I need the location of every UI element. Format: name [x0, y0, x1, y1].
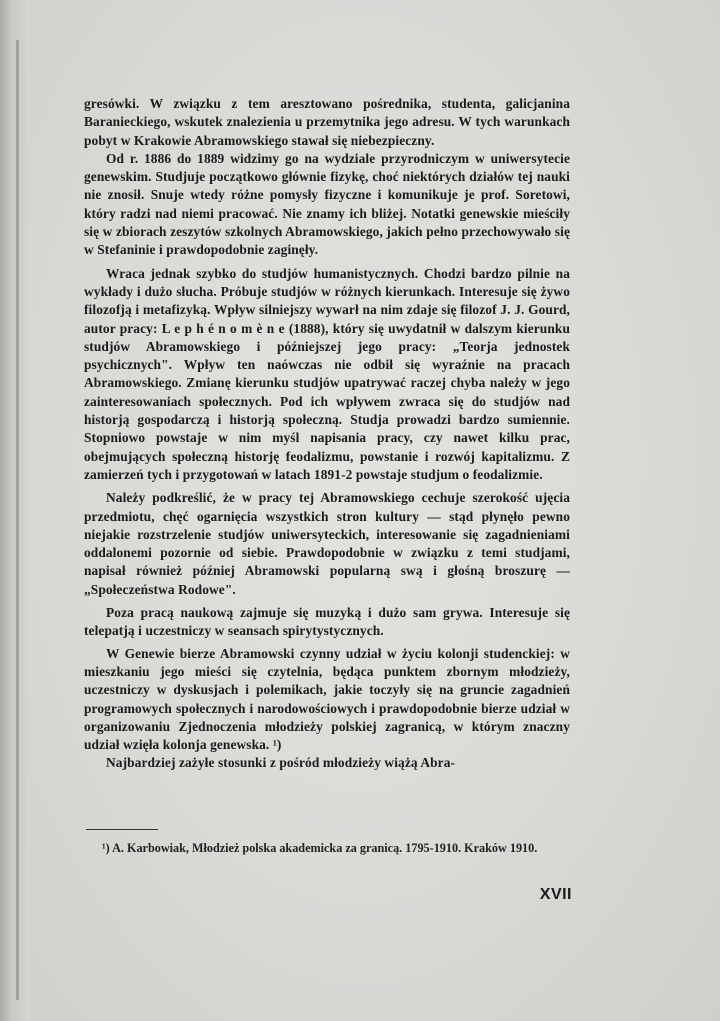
paragraph-geneva-studies: Od r. 1886 do 1889 widzimy go na wydziale przyrodniczym w uniwersytecie genewskim. Studjuje początkowo głównie fizykę, choć niektórych działów tej nauki nie znosił. Snuje wtedy różne pomysły fizyczne i komunikuje je prof. Soretowi, który radzi nad niemi pracować. Nie znamy ich bliżej. Notatki genewskie mieściły się w zbiorach zeszytów szkolnych Abramowskiego, jakich pełno przechowywało się w Stefaninie i prawdopodobnie zaginęły. — [84, 150, 570, 258]
paragraph-continuation: gresówki. W związku z tem aresztowano pośrednika, studenta, galicjanina Baranieckiego, wskutek znalezienia u przemytnika jego adresu. W tych warunkach pobyt w Krakowie Abramowskiego stawał się niebezpieczny. — [84, 96, 570, 148]
footnote: ¹) A. Karbowiak, Młodzież polska akademicka za granicą. 1795-1910. Kraków 1910. — [102, 841, 538, 855]
paragraph-music: Poza pracą naukową zajmuje się muzyką i dużo sam grywa. Interesuje się telepatją i uczestniczy w seansach spirytystycznych. — [84, 605, 570, 639]
footnote-divider — [86, 829, 158, 830]
page-binding-edge — [0, 0, 30, 1021]
main-text — [84, 95, 570, 773]
paragraph-humanities: Wraca jednak szybko do studjów humanistycznych. Chodzi bardzo pilnie na wykłady i dużo słucha. Próbuje studjów w różnych kierunkach. Interesuje się żywo filozofją i metafizyką. Wpływ silniejszy wywarł na nim zdaje się filozof J. J. Gourd, autor pracy: L e p h é n o m è n e (1888), który się uwydatnił w dalszym kierunku studjów Abramowskiego i późniejszej jego pracy: „Teorja jednostek psychicznych". Wpływ ten naówczas nie odbił się wyraźnie na pracach Abramowskiego. Zmianę kierunku studjów upatrywać raczej chyba należy w jego zainteresowaniach społecznych. Pod ich wpływem zwraca się do studjów nad historją gospodarczą i historją społeczną. Studja prowadzi bardzo sumiennie. Stopniowo powstaje w nim myśl napisania pracy, czy nawet kilku prac, obejmujących społeczną historję feodalizmu, powstanie i rozwój kapitalizmu. Z zamierzeń tych i przygotowań w latach 1891-2 powstaje studjum o feodalizmie. — [84, 265, 570, 482]
paragraph-breadth: Należy podkreślić, że w pracy tej Abramowskiego cechuje szerokość ujęcia przedmiotu, chęć ogarnięcia wszystkich stron kultury — stąd płynęło pewno niejakie rozstrzelenie studjów uniwersyteckich, interesowanie się zagadnieniami oddalonemi pozornie od siebie. Prawdopodobnie w związku z temi studjami, napisał również później Abramowski popularną swą i głośną broszurę — „Społeczeństwa Rodowe". — [84, 490, 570, 597]
paragraph-closing: Najbardziej zażyłe stosunki z pośród młodzieży wiążą Abra- — [106, 755, 456, 771]
page-number: XVII — [539, 886, 572, 903]
paragraph-student-colony: W Genewie bierze Abramowski czynny udział w życiu kolonji studenckiej: w mieszkaniu jego mieści się czytelnia, będąca punktem zbornym młodzieży, uczestniczy w dyskusjach i polemikach, jakie toczyły się na gruncie zagadnień programowych społecznych i narodowościowych i prawdopodobnie bierze udział w organizowaniu Zjednoczenia młodzieży polskiej zagranicą, w którym znaczny udział wzięła kolonja genewska. ¹) — [84, 645, 570, 753]
